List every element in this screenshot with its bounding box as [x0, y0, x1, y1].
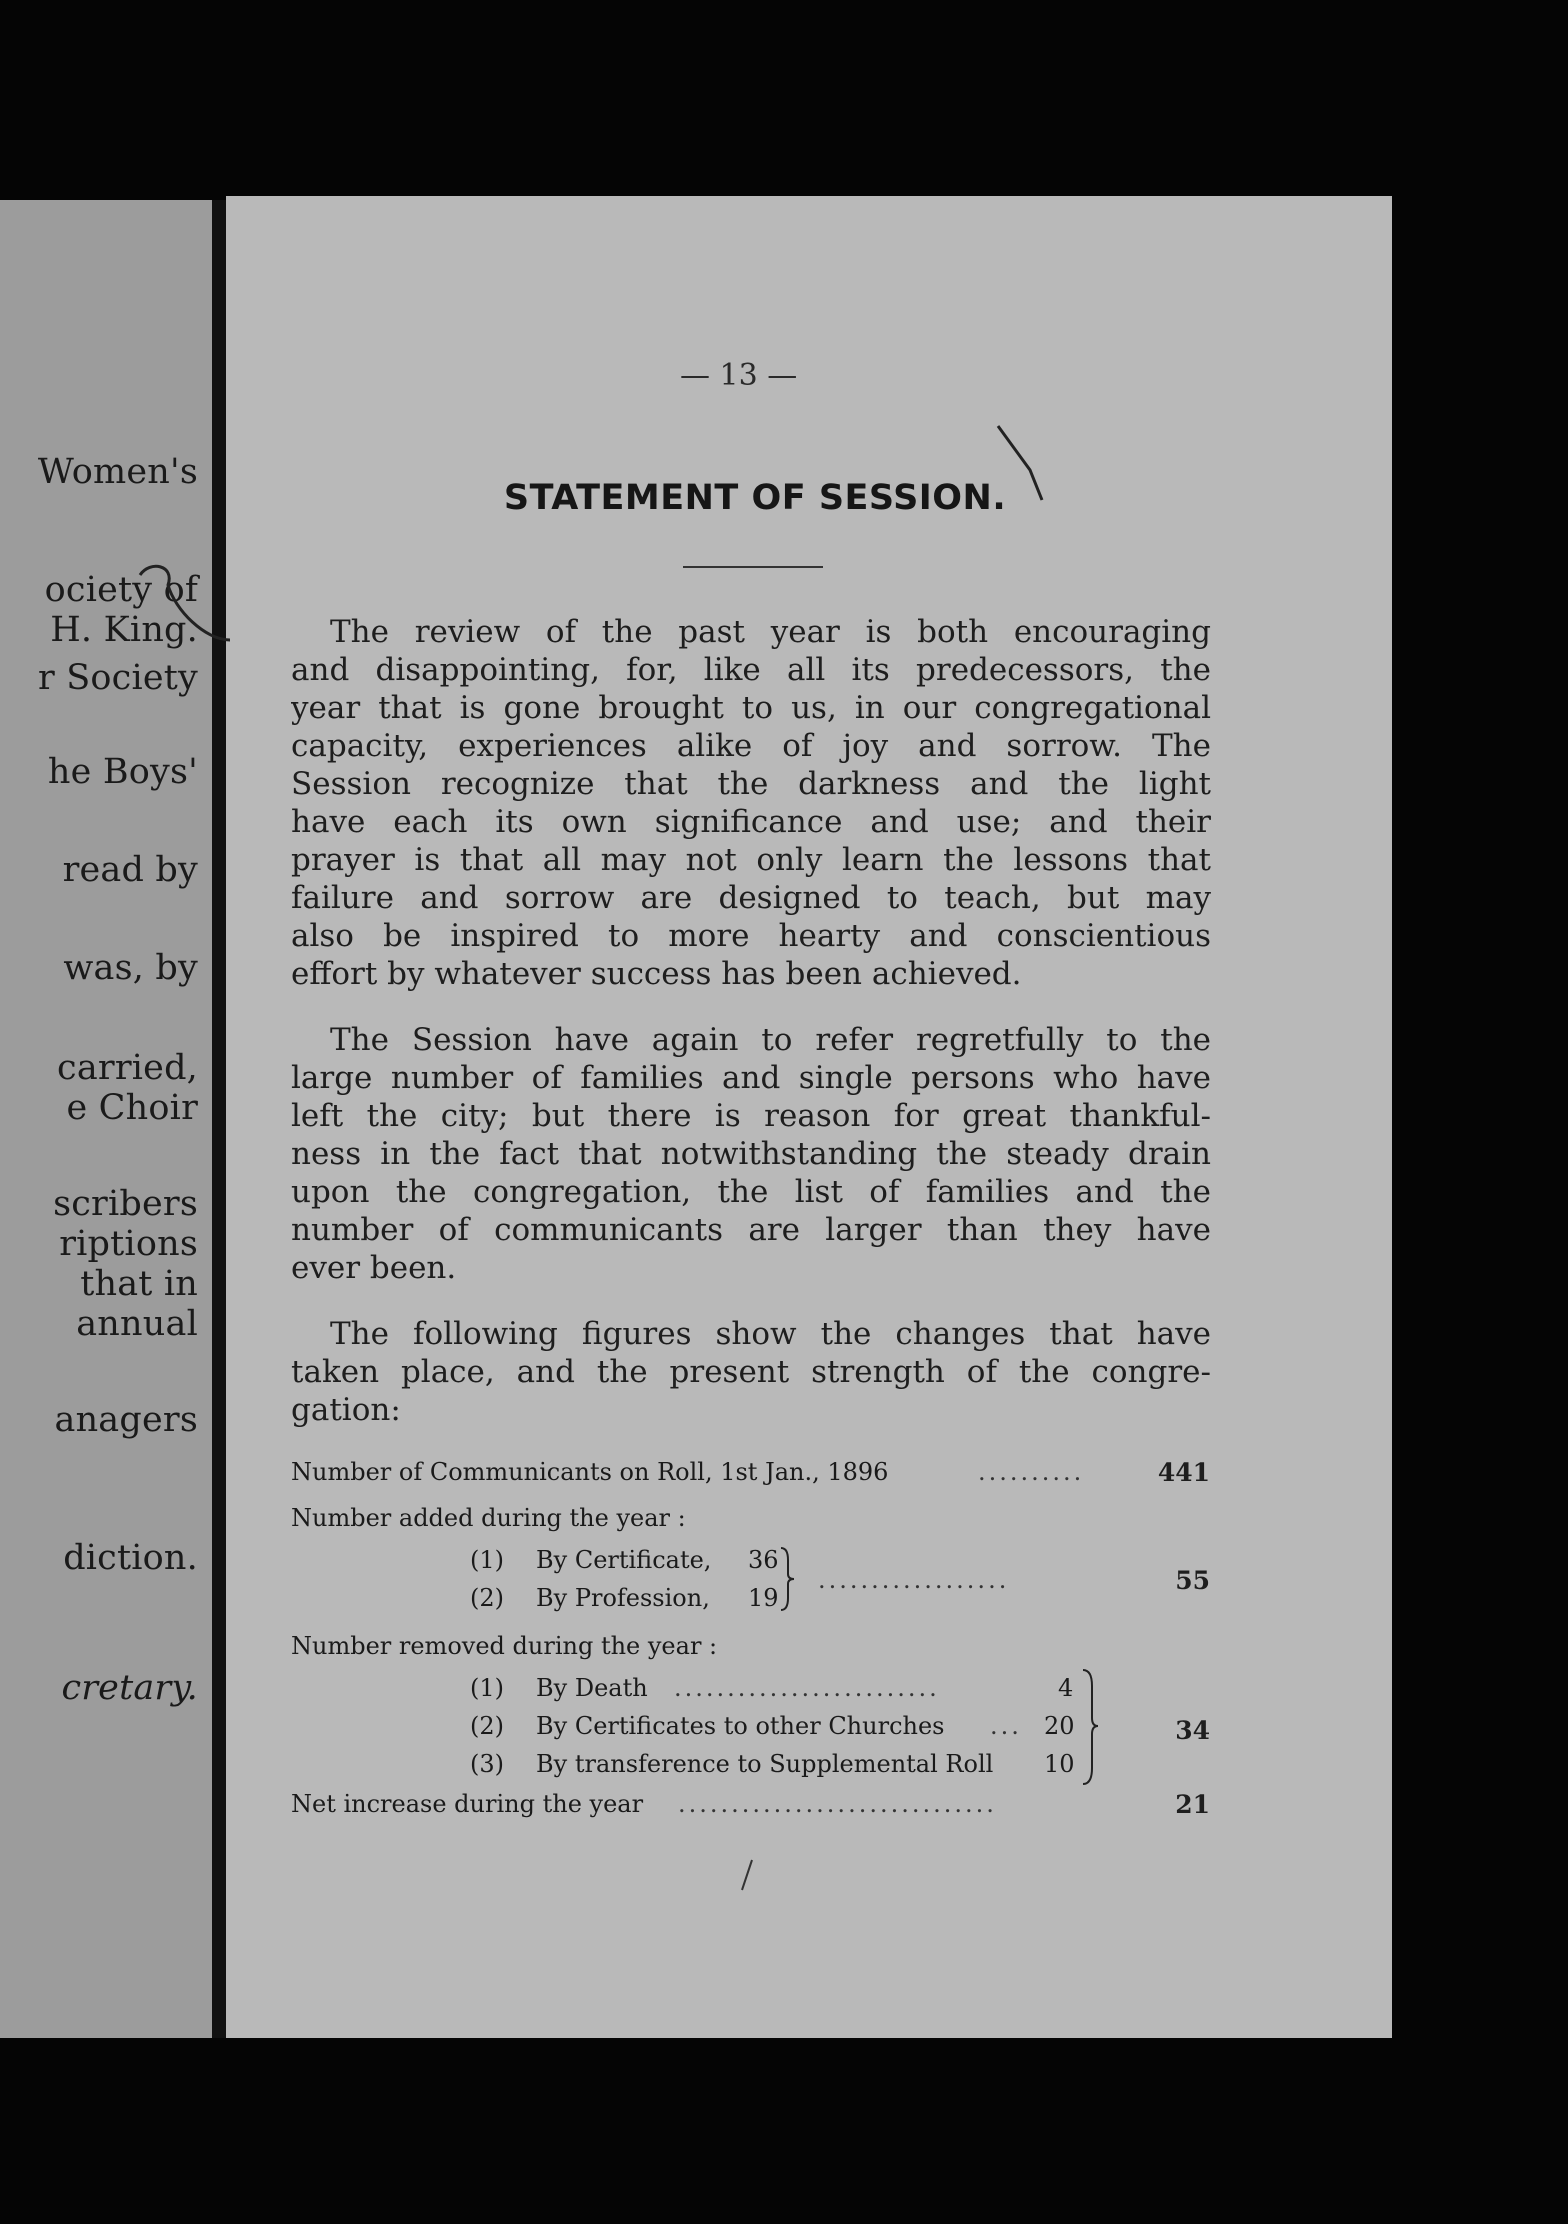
paragraph-line: large number of families and single persons who have — [291, 1060, 1211, 1096]
leader-dots: .................. — [818, 1566, 1010, 1594]
paragraph-line: Session recognize that the darkness and the light — [291, 766, 1211, 802]
paragraph-line: have each its own significance and use; and their — [291, 804, 1211, 840]
added-label: Number added during the year : — [291, 1504, 686, 1532]
paragraph-line: number of communicants are larger than they have — [291, 1212, 1211, 1248]
paragraph-line: ever been. — [291, 1250, 457, 1286]
pen-stroke — [742, 1860, 752, 1890]
added-item-num: (2) — [470, 1584, 504, 1612]
added-total: 55 — [1175, 1566, 1210, 1595]
paragraph-line: The following figures show the changes that have — [330, 1316, 1211, 1352]
paragraph-line: capacity, experiences alike of joy and sorrow. The — [291, 728, 1211, 764]
added-item-value: 36 — [748, 1546, 779, 1574]
paragraph-line: prayer is that all may not only learn the lessons that — [291, 842, 1211, 878]
left-page-line: annual — [76, 1304, 198, 1344]
left-page-line: was, by — [63, 948, 198, 988]
left-page-line: Women's — [37, 452, 198, 492]
left-page-line: riptions — [59, 1224, 198, 1264]
divider — [683, 566, 823, 568]
removed-total: 34 — [1175, 1716, 1210, 1745]
paragraph-line: left the city; but there is reason for great thankful- — [291, 1098, 1211, 1134]
paragraph-line: year that is gone brought to us, in our congregational — [291, 690, 1211, 726]
roll-label: Number of Communicants on Roll, 1st Jan., 1896 — [291, 1458, 889, 1486]
removed-item-value: 20 — [1044, 1712, 1075, 1740]
removed-item-num: (3) — [470, 1750, 504, 1778]
leader-dots: .......... — [978, 1458, 1085, 1486]
paragraph-line: ness in the fact that notwithstanding the steady drain — [291, 1136, 1211, 1172]
paragraph-line: taken place, and the present strength of the congre- — [291, 1354, 1211, 1390]
paragraph-line: The Session have again to refer regretfully to the — [330, 1022, 1211, 1058]
left-page-line: read by — [62, 850, 198, 890]
pen-stroke — [140, 566, 230, 640]
roll-value: 441 — [1157, 1458, 1210, 1487]
left-page-line: r Society — [37, 658, 198, 698]
leader-dots: .............................. — [678, 1790, 997, 1818]
removed-item-value: 10 — [1044, 1750, 1075, 1778]
left-page-line: carried, — [57, 1048, 198, 1088]
brace-icon — [778, 1546, 796, 1612]
added-item-value: 19 — [748, 1584, 779, 1612]
left-page-line: e Choir — [66, 1088, 198, 1128]
added-item-label: By Profession, — [536, 1584, 710, 1612]
added-item-label: By Certificate, — [536, 1546, 712, 1574]
paragraph-line: and disappointing, for, like all its predecessors, the — [291, 652, 1211, 688]
paragraph-line: effort by whatever success has been achieved. — [291, 956, 1022, 992]
removed-item-label: By transference to Supplemental Roll — [536, 1750, 994, 1778]
left-page-line: diction. — [63, 1538, 198, 1578]
page-title: STATEMENT OF SESSION. — [503, 478, 1007, 518]
paragraph-line: The review of the past year is both encouraging — [330, 614, 1211, 650]
paragraph-line: gation: — [291, 1392, 401, 1428]
left-page-line: cretary. — [61, 1668, 198, 1708]
paragraph-line: upon the congregation, the list of families and the — [291, 1174, 1211, 1210]
left-page-line: ociety of — [44, 570, 198, 610]
removed-item-label: By Certificates to other Churches — [536, 1712, 945, 1740]
leader-dots: ......................... — [674, 1674, 940, 1702]
removed-item-num: (1) — [470, 1674, 504, 1702]
left-page-line: scribers — [53, 1184, 198, 1224]
added-item-num: (1) — [470, 1546, 504, 1574]
leader-dots: ... — [990, 1712, 1022, 1740]
left-page-line: H. King. — [50, 610, 198, 650]
removed-item-label: By Death — [536, 1674, 648, 1702]
paragraph-line: failure and sorrow are designed to teach, but may — [291, 880, 1211, 916]
left-page-line: that in — [80, 1264, 198, 1304]
brace-icon — [1080, 1668, 1100, 1788]
left-page-line: anagers — [54, 1400, 198, 1440]
paragraph-line: also be inspired to more hearty and conscientious — [291, 918, 1211, 954]
net-value: 21 — [1175, 1790, 1210, 1819]
removed-label: Number removed during the year : — [291, 1632, 718, 1660]
page-number: — 13 — — [680, 358, 798, 393]
removed-item-value: 4 — [1058, 1674, 1074, 1702]
removed-item-num: (2) — [470, 1712, 504, 1740]
net-label: Net increase during the year — [291, 1790, 644, 1818]
left-page-line: he Boys' — [47, 752, 198, 792]
